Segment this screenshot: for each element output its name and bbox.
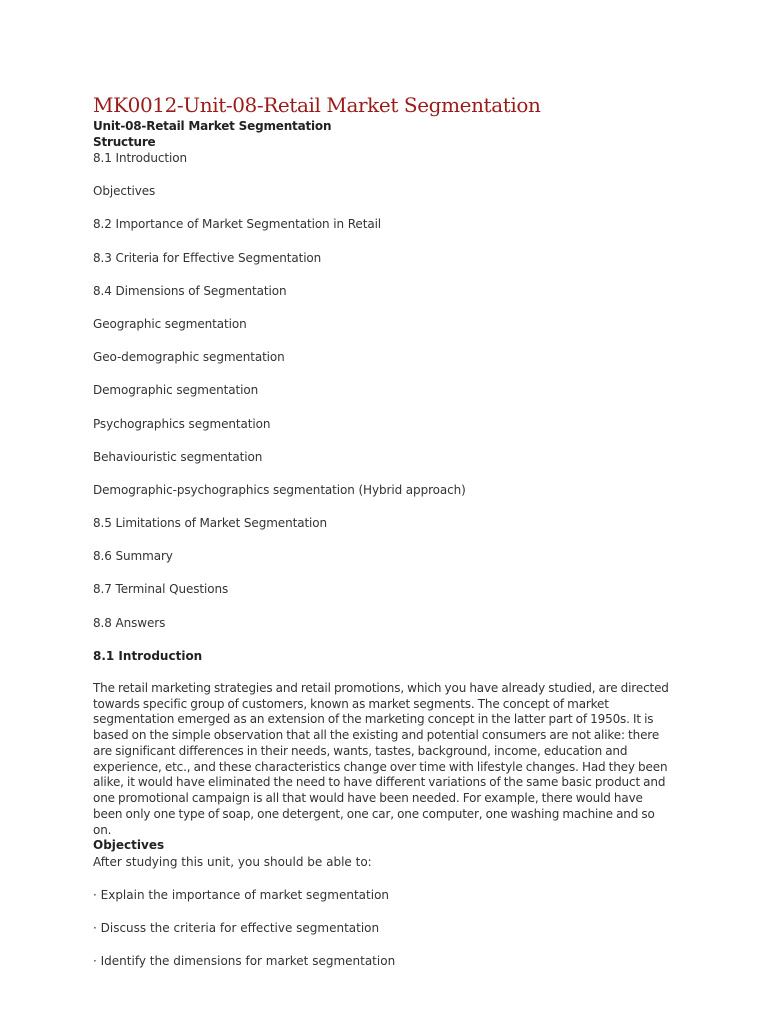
- toc-item: Psychographics segmentation: [93, 416, 271, 431]
- toc-item: 8.7 Terminal Questions: [93, 582, 229, 597]
- document-page: [93, 92, 673, 987]
- structure-label: Structure: [93, 135, 156, 149]
- toc-item: 8.6 Summary: [93, 549, 173, 564]
- toc-item: Geo-demographic segmentation: [93, 350, 285, 365]
- toc-item: 8.8 Answers: [93, 615, 166, 630]
- objectives-heading: Objectives: [93, 838, 165, 853]
- toc-item: Demographic segmentation: [93, 383, 259, 398]
- toc-item: 8.5 Limitations of Market Segmentation: [93, 516, 328, 531]
- toc-item: Geographic segmentation: [93, 316, 247, 331]
- toc-item: Objectives: [93, 184, 156, 199]
- toc-item: Behaviouristic segmentation: [93, 449, 263, 464]
- intro-heading: 8.1 Introduction: [93, 648, 203, 663]
- objective-item: · Discuss the criteria for effective segmentation: [93, 921, 380, 936]
- document-title: MK0012-Unit-08-Retail Market Segmentation: [93, 93, 541, 117]
- intro-paragraph: The retail marketing strategies and retail promotions, which you have already studied, are directed towards specific group of customers, known as market segments. The concept of market segmentation emerged as an extension of the marketing concept in the latter part of 1950s. It is based on the simple observation that all the existing and potential consumers are not alike: there are significant differences in their needs, wants, tastes, background, income, education and experience, etc., and these characteristics change over time with lifestyle changes. Had they been alike, it would have eliminated the need to have different variations of the same basic product and one promotional campaign is all that would have been needed. For example, there would have been only one type of soap, one detergent, one car, one computer, one washing machine and so on.: [93, 680, 669, 837]
- toc-item: 8.3 Criteria for Effective Segmentation: [93, 250, 322, 265]
- toc-item: 8.1 Introduction: [93, 151, 187, 165]
- objectives-intro: After studying this unit, you should be able to:: [93, 855, 372, 870]
- toc-item: 8.2 Importance of Market Segmentation in Retail: [93, 217, 382, 232]
- toc-item: Demographic-psychographics segmentation (Hybrid approach): [93, 482, 466, 497]
- unit-heading: Unit-08-Retail Market Segmentation: [93, 119, 332, 133]
- toc-item: 8.4 Dimensions of Segmentation: [93, 283, 287, 298]
- objectives-list: [93, 887, 673, 969]
- objective-item: · Identify the dimensions for market segmentation: [93, 954, 396, 969]
- objective-item: · Explain the importance of market segmentation: [93, 888, 390, 903]
- table-of-contents: [93, 150, 673, 631]
